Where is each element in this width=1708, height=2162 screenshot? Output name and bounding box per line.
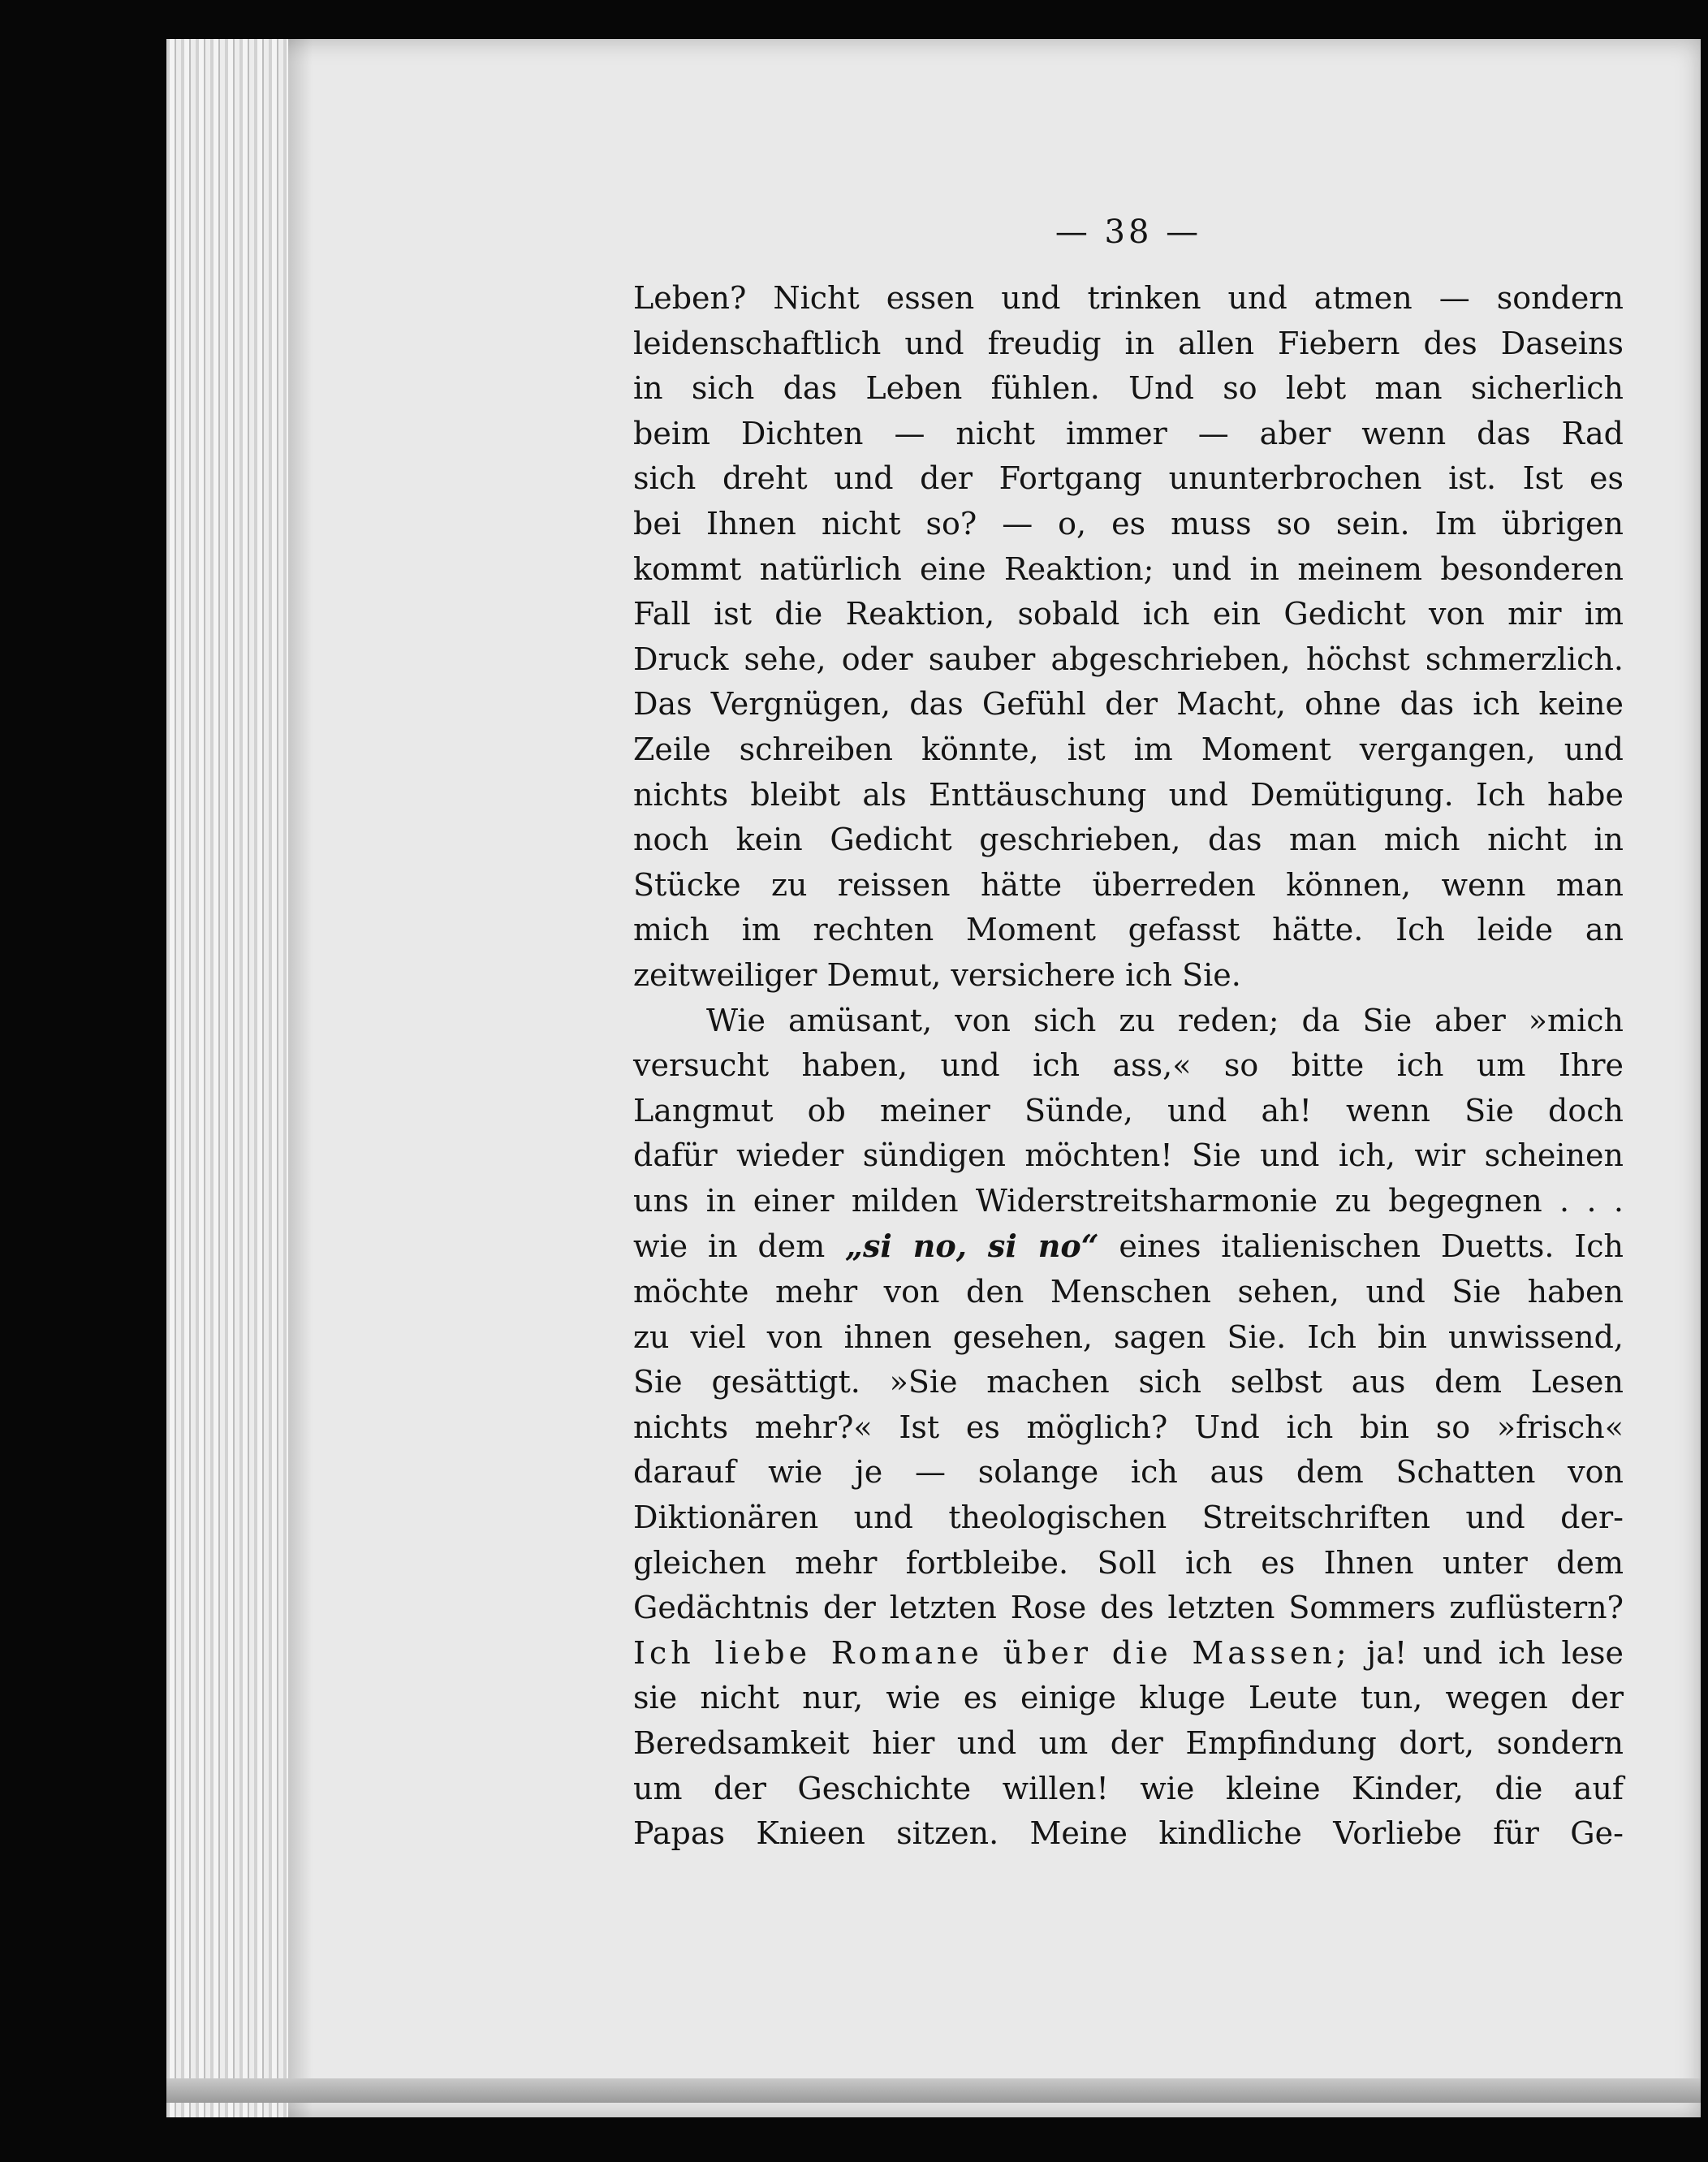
- text-column: [633, 213, 1624, 1857]
- text-line: um der Geschichte willen! wie kleine Kinder, die auf: [633, 1770, 1624, 1806]
- text-line: Beredsamkeit hier und um der Empfindung dort, sondern: [633, 1725, 1624, 1761]
- text-line: möchte mehr von den Menschen sehen, und Sie haben: [633, 1274, 1624, 1310]
- text-line: Diktionären und theologischen Streitschriften und der-: [633, 1500, 1624, 1536]
- text-line: zu viel von ihnen gesehen, sagen Sie. Ich bin unwissend,: [633, 1318, 1624, 1355]
- text-line: Fall ist die Reaktion, sobald ich ein Gedicht von mir im: [633, 596, 1624, 632]
- text-line: beim Dichten — nicht immer — aber wenn das Rad: [633, 415, 1624, 451]
- spaced-phrase: Ich liebe Romane über die Massen;: [633, 1634, 1351, 1671]
- text-line: zeitweiliger Demut, versichere ich Sie.: [633, 956, 1241, 993]
- text-line: darauf wie je — solange ich aus dem Schatten von: [633, 1454, 1624, 1491]
- body-text: [633, 276, 1624, 1857]
- text-line: [633, 1631, 1624, 1677]
- text-line: mich im rechten Moment gefasst hätte. Ich leide an: [633, 912, 1624, 948]
- emphasized-phrase: „si no, si no“: [845, 1228, 1099, 1265]
- text-fragment: ja! und ich lese: [1366, 1634, 1624, 1671]
- text-line: bei Ihnen nicht so? — o, es muss so sein. Im übrigen: [633, 505, 1624, 542]
- text-fragment: wie in dem: [633, 1228, 826, 1265]
- page-number: — 38 —: [1055, 214, 1202, 251]
- text-line: sie nicht nur, wie es einige kluge Leute tun, wegen der: [633, 1680, 1624, 1716]
- text-line: [633, 1223, 1624, 1270]
- page-gutter-shadow: [288, 39, 313, 2117]
- text-line: Sie gesättigt. »Sie machen sich selbst aus dem Lesen: [633, 1364, 1624, 1400]
- text-line: in sich das Leben fühlen. Und so lebt man sicherlich: [633, 370, 1624, 407]
- text-line: nichts bleibt als Enttäuschung und Demütigung. Ich habe: [633, 776, 1624, 813]
- text-line: Papas Knieen sitzen. Meine kindliche Vorliebe für Ge-: [633, 1815, 1624, 1852]
- text-line: Langmut ob meiner Sünde, und ah! wenn Sie doch: [633, 1092, 1624, 1128]
- page-edges: [166, 39, 288, 2117]
- text-line: Wie amüsant, von sich zu reden; da Sie aber »mich: [706, 1002, 1624, 1038]
- text-line: Leben? Nicht essen und trinken und atmen — sondern: [633, 280, 1624, 316]
- text-line: Zeile schreiben könnte, ist im Moment vergangen, und: [633, 731, 1624, 767]
- text-fragment: eines italienischen Duetts. Ich: [1119, 1228, 1624, 1265]
- text-line: noch kein Gedicht geschrieben, das man mich nicht in: [633, 822, 1624, 858]
- text-line: kommt natürlich eine Reaktion; und in meinem besonderen: [633, 550, 1624, 587]
- page-bottom-edge: [166, 2078, 1701, 2103]
- text-line: versucht haben, und ich ass,« so bitte ich um Ihre: [633, 1047, 1624, 1084]
- text-line: gleichen mehr fortbleibe. Soll ich es Ihnen unter dem: [633, 1544, 1624, 1581]
- text-line: sich dreht und der Fortgang ununterbrochen ist. Ist es: [633, 460, 1624, 497]
- text-line: Das Vergnügen, das Gefühl der Macht, ohne das ich keine: [633, 686, 1624, 723]
- text-line: dafür wieder sündigen möchten! Sie und ich, wir scheinen: [633, 1137, 1624, 1174]
- text-line: leidenschaftlich und freudig in allen Fiebern des Daseins: [633, 325, 1624, 361]
- text-line: Druck sehe, oder sauber abgeschrieben, höchst schmerzlich.: [633, 641, 1624, 677]
- text-line: Gedächtnis der letzten Rose des letzten Sommers zuflüstern?: [633, 1590, 1624, 1626]
- text-line: uns in einer milden Widerstreitsharmonie zu begegnen . . .: [633, 1182, 1624, 1219]
- text-line: nichts mehr?« Ist es möglich? Und ich bin so »frisch«: [633, 1409, 1624, 1445]
- text-line: Stücke zu reissen hätte überreden können, wenn man: [633, 866, 1624, 903]
